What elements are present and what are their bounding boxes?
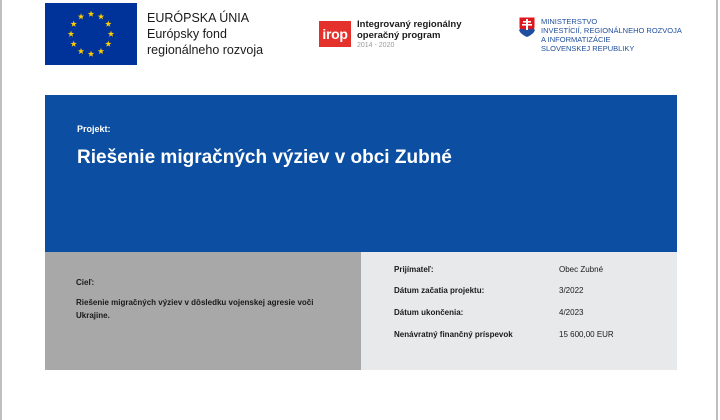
eu-star-icon [78,13,84,19]
irop-text [357,19,462,50]
eu-star-icon [98,48,104,54]
detail-label: Nenávratný finančný príspevok [394,330,513,339]
detail-value: 4/2023 [559,308,584,317]
detail-label: Dátum začatia projektu: [394,286,485,295]
eu-star-icon [70,21,76,27]
eu-fund-line2: regionálneho rozvoja [147,43,264,57]
detail-row-start-date [361,286,677,300]
eu-star-icon [105,21,111,27]
detail-value: Obec Zubné [559,265,604,274]
goal-text: Riešenie migračných výziev v dôsledku vojenskej agresie voči Ukrajine. [76,298,314,320]
project-label: Projekt: [77,124,111,134]
irop-years: 2014 - 2020 [357,42,395,49]
project-title: Riešenie migračných výziev v obci Zubné [77,147,452,168]
ministry-line1: MINISTERSTVO [541,17,598,26]
detail-label: Prijímateľ: [394,265,434,274]
eu-flag-icon [45,3,137,65]
eu-star-icon [78,48,84,54]
ministry-text [541,17,682,53]
eu-fund-line: Európsky fond [147,27,227,41]
eu-star-icon [105,41,111,47]
detail-row-end-date [361,308,677,322]
detail-row-grant [361,330,677,344]
ministry-line3: A INFORMATIZÁCIE [541,35,611,44]
page-edge-right [716,0,718,420]
eu-star-icon [88,11,94,17]
eu-star-icon [98,13,104,19]
goal-label: Cieľ: [76,278,95,287]
slovak-coat-of-arms-icon [518,16,536,38]
detail-row-recipient [361,265,677,279]
eu-title: EURÓPSKA ÚNIA [147,11,250,25]
page-edge-left [0,0,2,420]
irop-line2: operačný program [357,30,441,41]
eu-star-icon [68,31,74,37]
eu-star-icon [108,31,114,37]
ministry-line4: SLOVENSKEJ REPUBLIKY [541,44,635,53]
irop-line1: Integrovaný regionálny [357,19,462,30]
eu-star-icon [70,41,76,47]
eu-star-icon [88,51,94,57]
details-panel [361,252,677,370]
goal-panel [45,252,361,370]
detail-value: 3/2022 [559,286,584,295]
detail-value: 15 600,00 EUR [559,330,614,339]
project-panel [45,95,677,252]
irop-logo: irop [319,21,351,47]
eu-fund-text [147,10,263,58]
detail-label: Dátum ukončenia: [394,308,464,317]
ministry-line2: INVESTÍCIÍ, REGIONÁLNEHO ROZVOJA [541,26,682,35]
